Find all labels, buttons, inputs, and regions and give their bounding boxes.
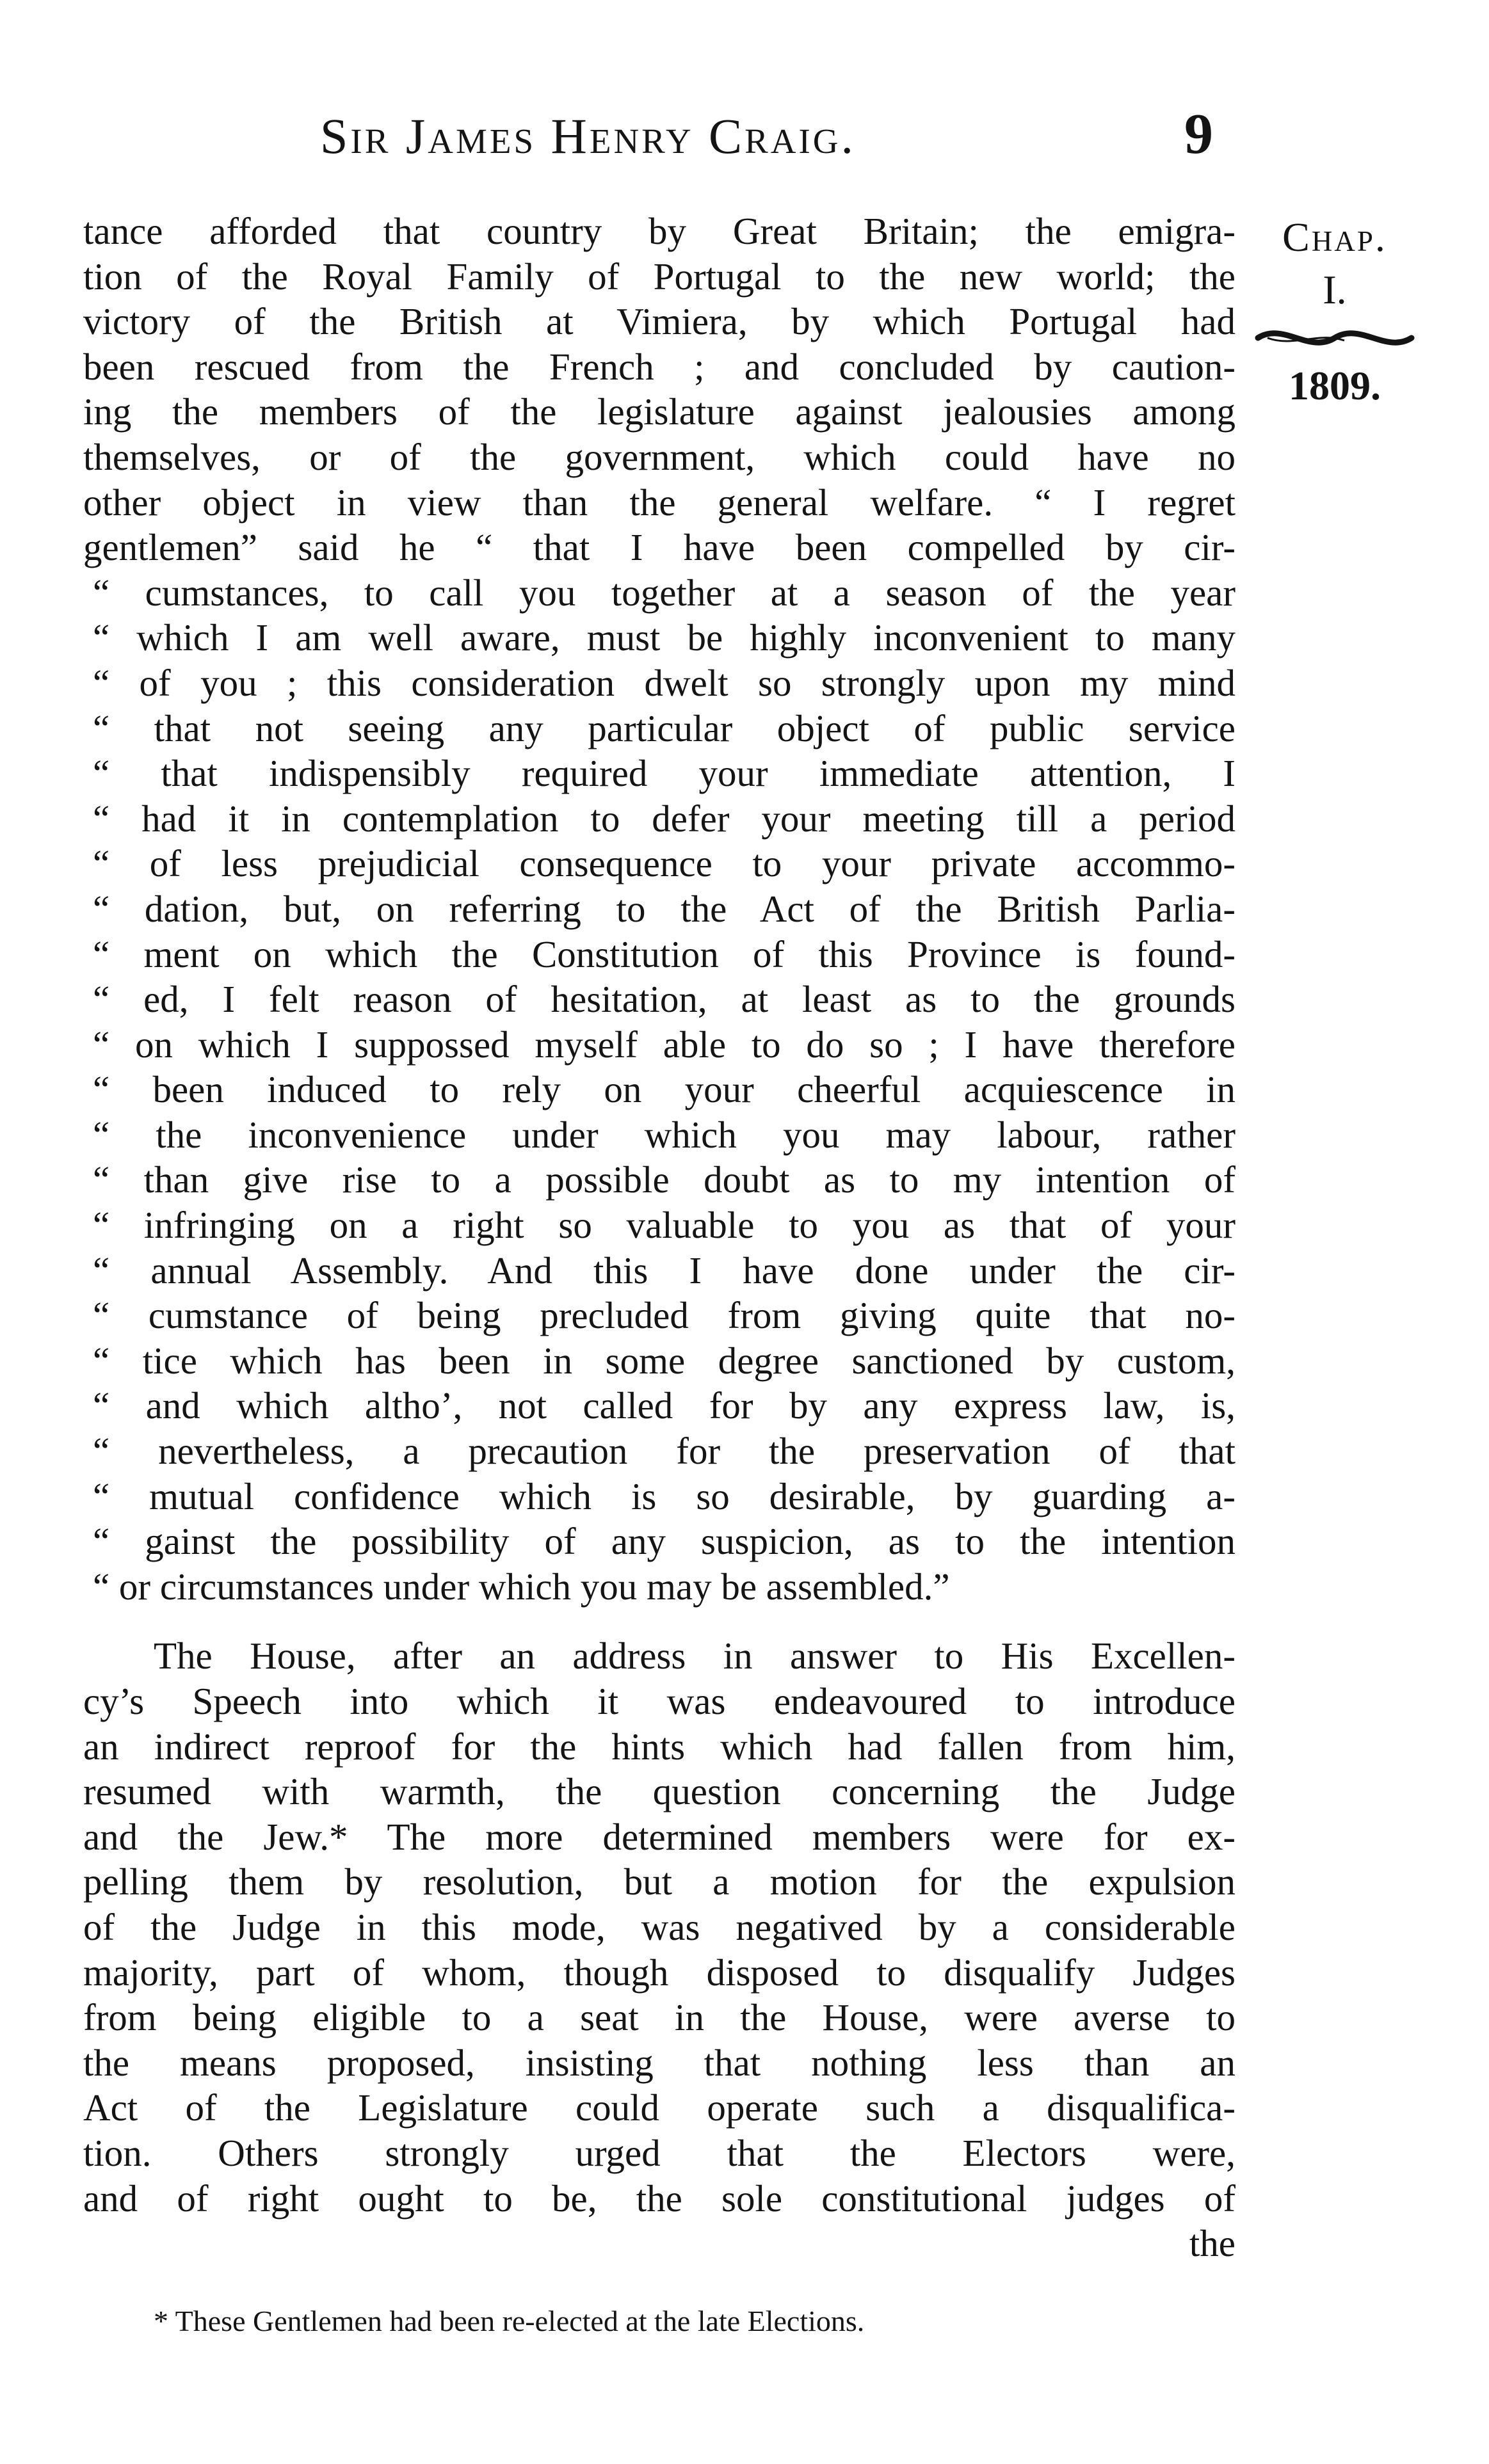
text-line: pelling them by resolution, but a motion for the expulsion xyxy=(83,1860,1235,1903)
text-line: Act of the Legislature could operate such a disqualifica- xyxy=(83,2086,1235,2129)
margin-note xyxy=(1255,211,1415,412)
quote-line: “ nevertheless, a precaution for the preservation of that xyxy=(93,1430,1235,1473)
quote-line: “ of less prejudicial consequence to your private accommo- xyxy=(93,842,1235,885)
quote-line: “ or circumstances under which you may be assembled.” xyxy=(93,1565,950,1608)
chapter-number: I. xyxy=(1323,267,1347,312)
quote-line: “ annual Assembly. And this I have done under the cir- xyxy=(93,1249,1235,1292)
text-line: and of right ought to be, the sole constitutional judges of xyxy=(83,2177,1235,2220)
paragraph-gap xyxy=(83,1609,1235,1633)
text-line: tance afforded that country by Great Britain; the emigra- xyxy=(83,210,1235,252)
text-line: and the Jew.* The more determined members were for ex- xyxy=(83,1815,1235,1858)
text-line: ing the members of the legislature against jealousies among xyxy=(83,390,1235,433)
quote-line: “ on which I suppossed myself able to do so ; I have therefore xyxy=(93,1023,1235,1066)
catchword: the xyxy=(1189,2222,1235,2265)
page-number: 9 xyxy=(1184,102,1213,166)
chapter-label: Chap. xyxy=(1282,214,1387,260)
quote-line: “ cumstance of being precluded from giving quite that no- xyxy=(93,1294,1235,1337)
quote-line: “ ed, I felt reason of hesitation, at least as to the grounds xyxy=(93,978,1235,1021)
quote-line: “ ment on which the Constitution of this Province is found- xyxy=(93,932,1235,975)
quote-line: “ gainst the possibility of any suspicion, as to the intention xyxy=(93,1520,1235,1563)
quote-line: “ that indispensibly required your immediate attention, I xyxy=(93,752,1235,795)
text-line: resumed with warmth, the question concerning the Judge xyxy=(83,1770,1235,1813)
speech-quote xyxy=(83,570,1235,1610)
quote-line: “ of you ; this consideration dwelt so strongly upon my mind xyxy=(93,661,1235,704)
quote-line: “ the inconvenience under which you may labour, rather xyxy=(93,1113,1235,1156)
text-line: cy’s Speech into which it was endeavoured to introduce xyxy=(83,1680,1235,1722)
quote-line: “ than give rise to a possible doubt as to my intention of xyxy=(93,1158,1235,1201)
quote-line: “ mutual confidence which is so desirable, by guarding a- xyxy=(93,1475,1235,1517)
text-line: the means proposed, insisting that nothing less than an xyxy=(83,2041,1235,2084)
running-head: Sir James Henry Craig. xyxy=(320,108,857,164)
quote-line: “ cumstances, to call you together at a season of the year xyxy=(93,571,1235,614)
paragraph-2 xyxy=(83,1633,1235,2266)
text-line: of the Judge in this mode, was negatived by a considerable xyxy=(83,1905,1235,1948)
text-line: tion. Others strongly urged that the Electors were, xyxy=(83,2131,1235,2174)
quote-line: “ infringing on a right so valuable to you as that of your xyxy=(93,1204,1235,1247)
text-line: from being eligible to a seat in the House, were averse to xyxy=(83,1996,1235,2039)
body-text xyxy=(83,209,1235,2266)
text-line: gentlemen” said he “ that I have been compelled by cir- xyxy=(83,526,1235,569)
flourish-ornament-icon xyxy=(1255,319,1415,357)
text-line: tion of the Royal Family of Portugal to the new world; the xyxy=(83,255,1235,298)
quote-line: “ and which altho’, not called for by any express law, is, xyxy=(93,1384,1235,1427)
text-line: themselves, or of the government, which could have no xyxy=(83,435,1235,478)
text-line: an indirect reproof for the hints which had fallen from him, xyxy=(83,1725,1235,1768)
text-line: majority, part of whom, though disposed to disqualify Judges xyxy=(83,1951,1235,1994)
paragraph-1 xyxy=(83,209,1235,570)
quote-line: “ had it in contemplation to defer your meeting till a period xyxy=(93,797,1235,840)
quote-line: “ tice which has been in some degree sanctioned by custom, xyxy=(93,1339,1235,1382)
text-line: other object in view than the general welfare. “ I regret xyxy=(83,481,1235,524)
quote-line: “ that not seeing any particular object of public service xyxy=(93,707,1235,749)
footnote: * These Gentlemen had been re-elected at the late Elections. xyxy=(154,2305,865,2337)
quote-line: “ dation, but, on referring to the Act of the British Parlia- xyxy=(93,887,1235,930)
quote-line: “ been induced to rely on your cheerful acquiescence in xyxy=(93,1068,1235,1111)
text-line: been rescued from the French ; and concluded by caution- xyxy=(83,345,1235,388)
text-line: victory of the British at Vimiera, by which Portugal had xyxy=(83,300,1235,343)
quote-line: “ which I am well aware, must be highly inconvenient to many xyxy=(93,616,1235,659)
margin-year: 1809. xyxy=(1289,363,1381,408)
text-line: The House, after an address in answer to His Excellen- xyxy=(154,1635,1235,1677)
